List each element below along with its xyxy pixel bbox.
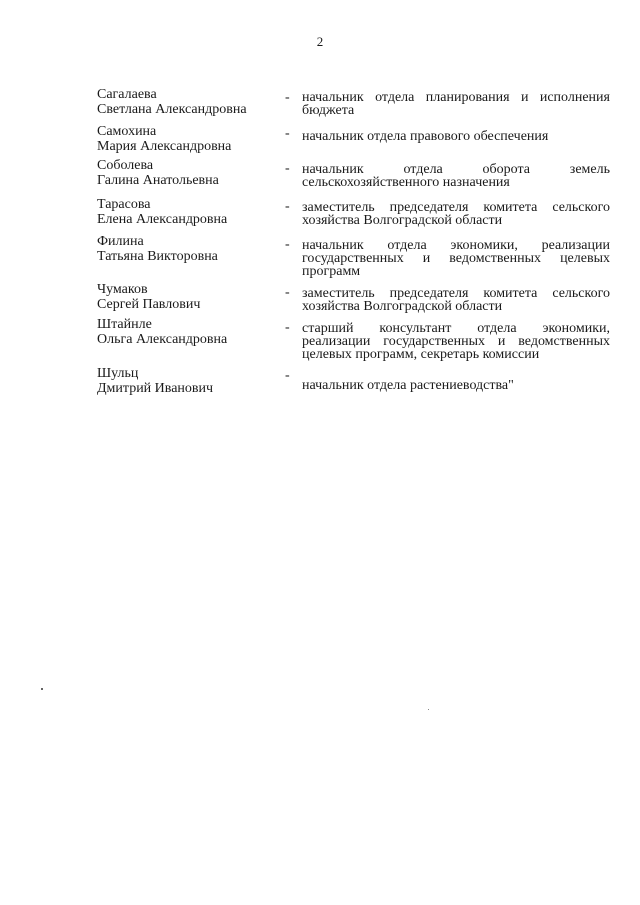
duty-line: сельскохозяйственного назначения — [302, 175, 510, 190]
member-dash: - — [285, 90, 290, 105]
member-dash: - — [285, 199, 290, 214]
member-dash: - — [285, 161, 290, 176]
member-surname: Соболева — [97, 158, 154, 173]
duty-line: хозяйства Волгоградской области — [302, 299, 503, 314]
member-given-name: Елена Александровна — [97, 212, 228, 227]
member-given-name: Галина Анатольевна — [97, 173, 219, 188]
duty-line: реализации государственных и ведомственных — [302, 334, 610, 349]
member-given-name: Татьяна Викторовна — [97, 249, 218, 264]
page-number: 2 — [316, 34, 324, 49]
member-dash: - — [285, 126, 290, 141]
member-name — [97, 87, 277, 117]
member-given-name: Мария Александровна — [97, 139, 232, 154]
duty-line: хозяйства Волгоградской области — [302, 213, 503, 228]
duty-line: целевых программ, секретарь комиссии — [302, 347, 540, 362]
member-name — [97, 282, 277, 312]
member-name — [97, 124, 277, 154]
member-duty — [302, 287, 610, 313]
duty-line: заместитель председателя комитета сельского — [302, 286, 610, 301]
member-surname: Чумаков — [97, 282, 148, 297]
duty-line: старший консультант отдела экономики, — [302, 321, 610, 336]
member-surname: Филина — [97, 234, 144, 249]
member-surname: Штайнле — [97, 317, 152, 332]
duty-line: начальник отдела экономики, реализации — [302, 238, 610, 253]
member-duty — [302, 201, 610, 227]
duty-line: государственных и ведомственных целевых — [302, 251, 610, 266]
member-duty — [302, 239, 610, 278]
member-name — [97, 197, 277, 227]
member-surname: Шульц — [97, 366, 139, 381]
member-duty — [302, 322, 610, 361]
duty-line: заместитель председателя комитета сельского — [302, 200, 610, 215]
member-name — [97, 158, 277, 188]
member-name — [97, 366, 277, 396]
duty-line: бюджета — [302, 103, 355, 118]
duty-line: программ — [302, 264, 361, 279]
member-given-name: Ольга Александровна — [97, 332, 228, 347]
member-duty — [302, 163, 610, 189]
member-given-name: Светлана Александровна — [97, 102, 247, 117]
member-duty — [302, 130, 610, 143]
member-name — [97, 234, 277, 264]
member-dash: - — [285, 368, 290, 383]
scan-speck — [428, 709, 429, 710]
scan-speck — [41, 688, 43, 690]
member-dash: - — [285, 320, 290, 335]
member-given-name: Дмитрий Иванович — [97, 381, 214, 396]
member-dash: - — [285, 237, 290, 252]
duty-line: начальник отдела правового обеспечения — [302, 129, 549, 144]
member-surname: Самохина — [97, 124, 157, 139]
member-given-name: Сергей Павлович — [97, 297, 201, 312]
member-surname: Сагалаева — [97, 87, 157, 102]
duty-line: начальник отдела растениеводства" — [302, 378, 514, 393]
member-surname: Тарасова — [97, 197, 151, 212]
member-dash: - — [285, 285, 290, 300]
duty-line: начальник отдела оборота земель — [302, 162, 610, 177]
member-name — [97, 317, 277, 347]
member-duty — [302, 91, 610, 117]
member-duty — [302, 379, 610, 392]
duty-line: начальник отдела планирования и исполнения — [302, 90, 610, 105]
